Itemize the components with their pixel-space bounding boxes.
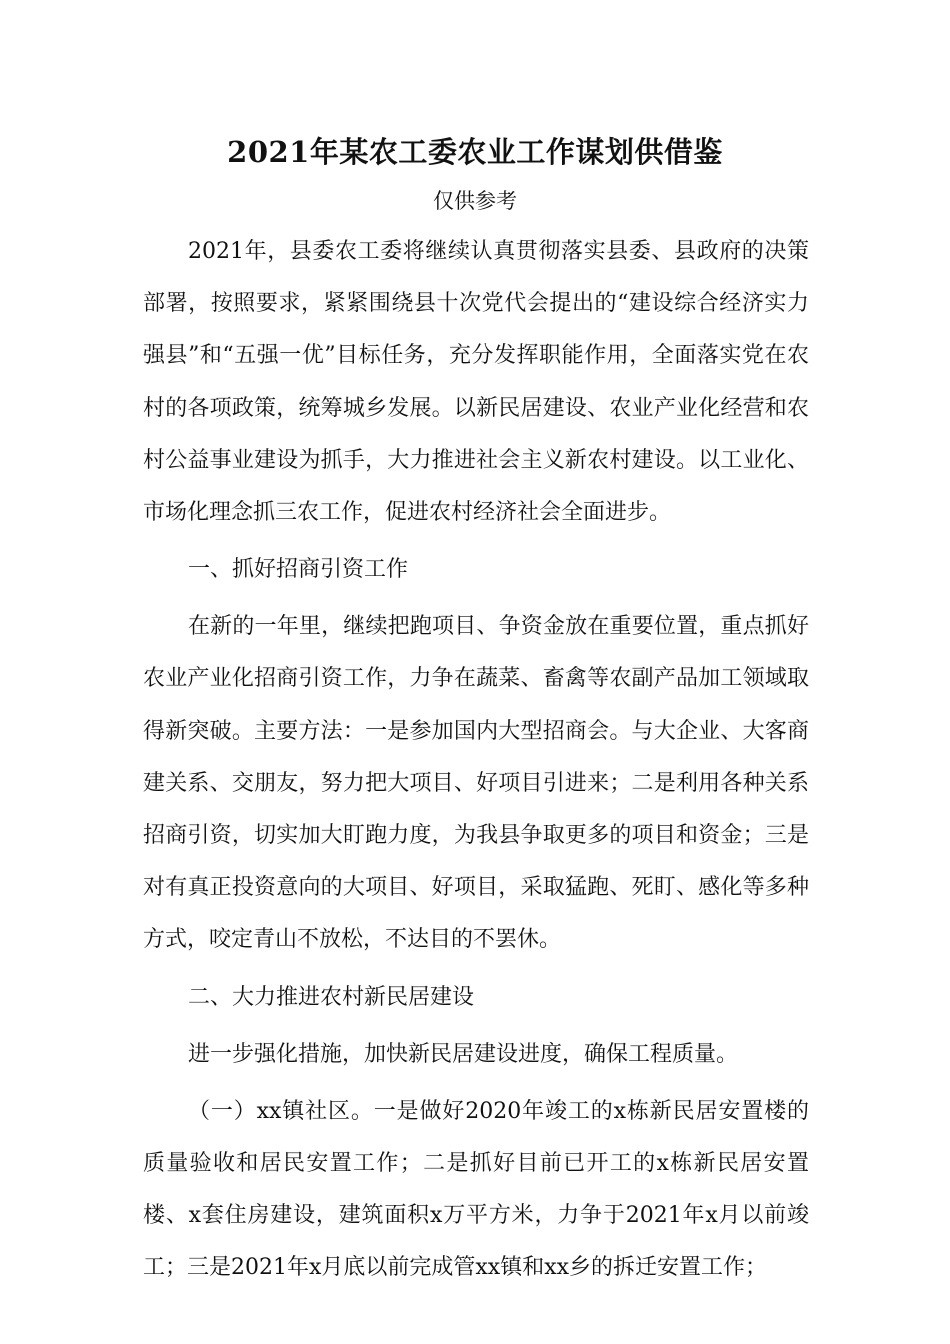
section-heading-investment: 一、抓好招商引资工作 bbox=[188, 557, 409, 583]
document-body bbox=[143, 226, 809, 1295]
section-heading-housing: 二、大力推进农村新民居建设 bbox=[188, 984, 475, 1010]
housing-item-paragraph: （一）xx镇社区。一是做好2020年竣工的x栋新民居安置楼的质量验收和居民安置工作；二是抓好目前已开工的x栋新民居安置楼、x套住房建设，建筑面积x万平方米，力争于2021年x月以前竣工；三是2021年x月底以前完成管xx镇和xx乡的拆迁安置工作； bbox=[143, 1098, 809, 1281]
document-subtitle: 仅供参考 bbox=[433, 189, 517, 213]
document-title: 2021年某农工委农业工作谋划供借鉴 bbox=[227, 135, 723, 169]
intro-paragraph: 2021年，县委农工委将继续认真贯彻落实县委、县政府的决策部署，按照要求，紧紧围绕县十次党代会提出的“建设综合经济实力强县”和“五强一优”目标任务，充分发挥职能作用，全面落实党在农村的各项政策，统筹城乡发展。以新民居建设、农业产业化经营和农村公益事业建设为抓手，大力推进社会主义新农村建设。以工业化、市场化理念抓三农工作，促进农村经济社会全面进步。 bbox=[143, 239, 809, 526]
housing-intro-paragraph: 进一步强化措施，加快新民居建设进度，确保工程质量。 bbox=[188, 1041, 739, 1067]
investment-paragraph: 在新的一年里，继续把跑项目、争资金放在重要位置，重点抓好农业产业化招商引资工作，力争在蔬菜、畜禽等农副产品加工领域取得新突破。主要方法：一是参加国内大型招商会。与大企业、大客商建关系、交朋友，努力把大项目、好项目引进来；二是利用各种关系招商引资，切实加大盯跑力度，为我县争取更多的项目和资金；三是对有真正投资意向的大项目、好项目，采取猛跑、死盯、感化等多种方式，咬定青山不放松，不达目的不罢休。 bbox=[143, 614, 809, 953]
